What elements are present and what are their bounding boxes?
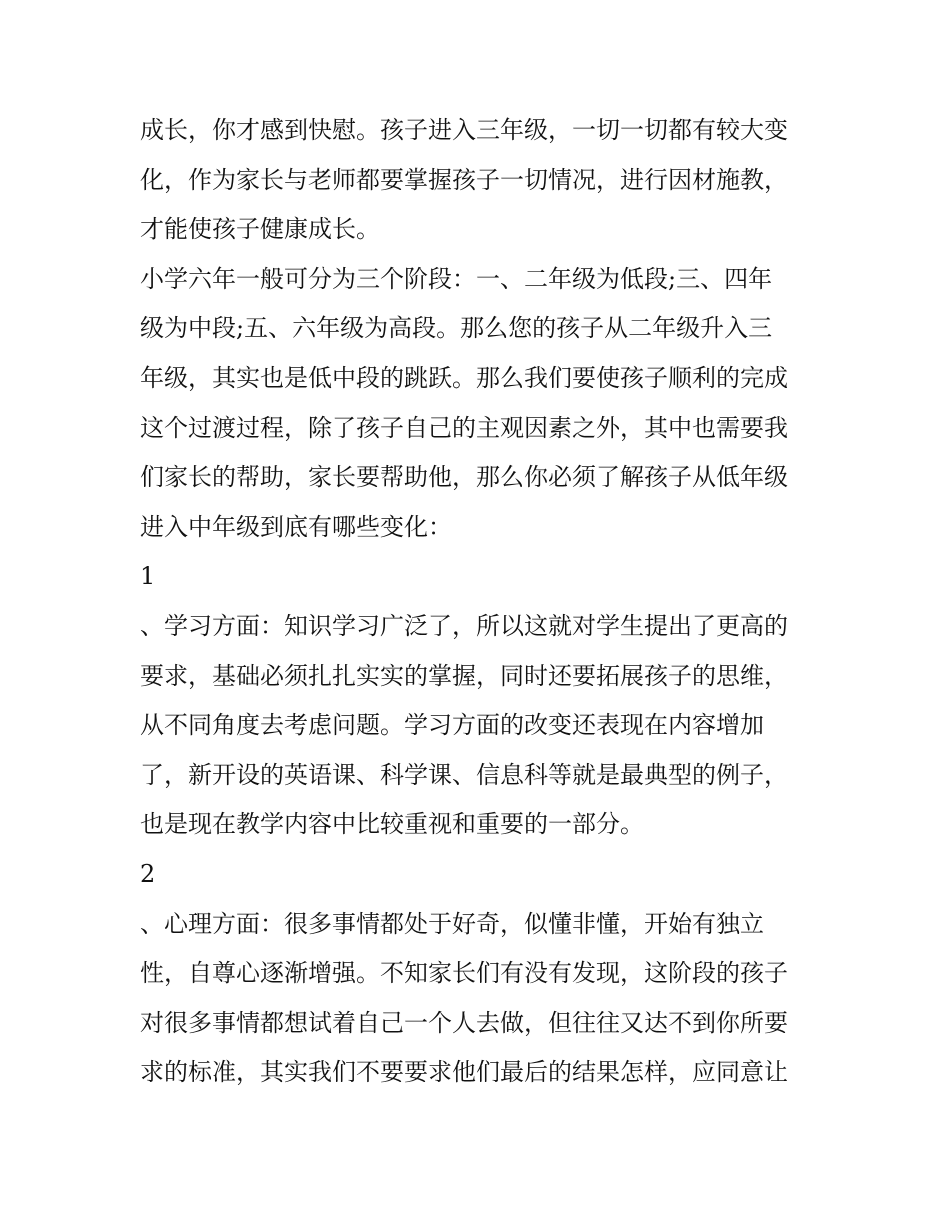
text-line: 级为中段;五、六年级为高段。那么您的孩子从二年级升入三 [140, 314, 773, 343]
text-line: 要求，基础必须扎扎实实的掌握，同时还要拓展孩子的思维， [140, 661, 788, 690]
text-line: 化，作为家长与老师都要掌握孩子一切情况，进行因材施教， [140, 165, 788, 194]
text-line: 成长，你才感到快慰。孩子进入三年级，一切一切都有较大变 [140, 116, 788, 144]
text-line: 也是现在教学内容中比较重视和重要的一部分。 [140, 810, 644, 839]
text-line: 、心理方面：很多事情都处于好奇，似懂非懂，开始有独立 [140, 909, 764, 938]
text-line: 才能使孩子健康成长。 [140, 215, 380, 244]
text-line: 小学六年一般可分为三个阶段：一、二年级为低段;三、四年 [140, 264, 773, 293]
list-number: 1 [140, 562, 156, 591]
text-line: 年级，其实也是低中段的跳跃。那么我们要使孩子顺利的完成 [140, 363, 788, 392]
text-line: 从不同角度去考虑问题。学习方面的改变还表现在内容增加 [140, 711, 764, 740]
text-line: 们家长的帮助，家长要帮助他，那么你必须了解孩子从低年级 [140, 463, 788, 492]
text-line: 进入中年级到底有哪些变化： [140, 512, 452, 541]
text-line: 、学习方面：知识学习广泛了，所以这就对学生提出了更高的 [140, 611, 788, 640]
text-line: 这个过渡过程，除了孩子自己的主观因素之外，其中也需要我 [140, 413, 788, 442]
text-line: 求的标准，其实我们不要要求他们最后的结果怎样，应同意让 [140, 1058, 788, 1087]
document-body [140, 106, 820, 1098]
text-line: 了，新开设的英语课、科学课、信息科等就是最典型的例子， [140, 760, 788, 789]
list-number: 2 [140, 859, 156, 888]
text-line: 性，自尊心逐渐增强。不知家长们有没有发现，这阶段的孩子 [140, 959, 788, 988]
text-line: 对很多事情都想试着自己一个人去做，但往往又达不到你所要 [140, 1008, 788, 1037]
